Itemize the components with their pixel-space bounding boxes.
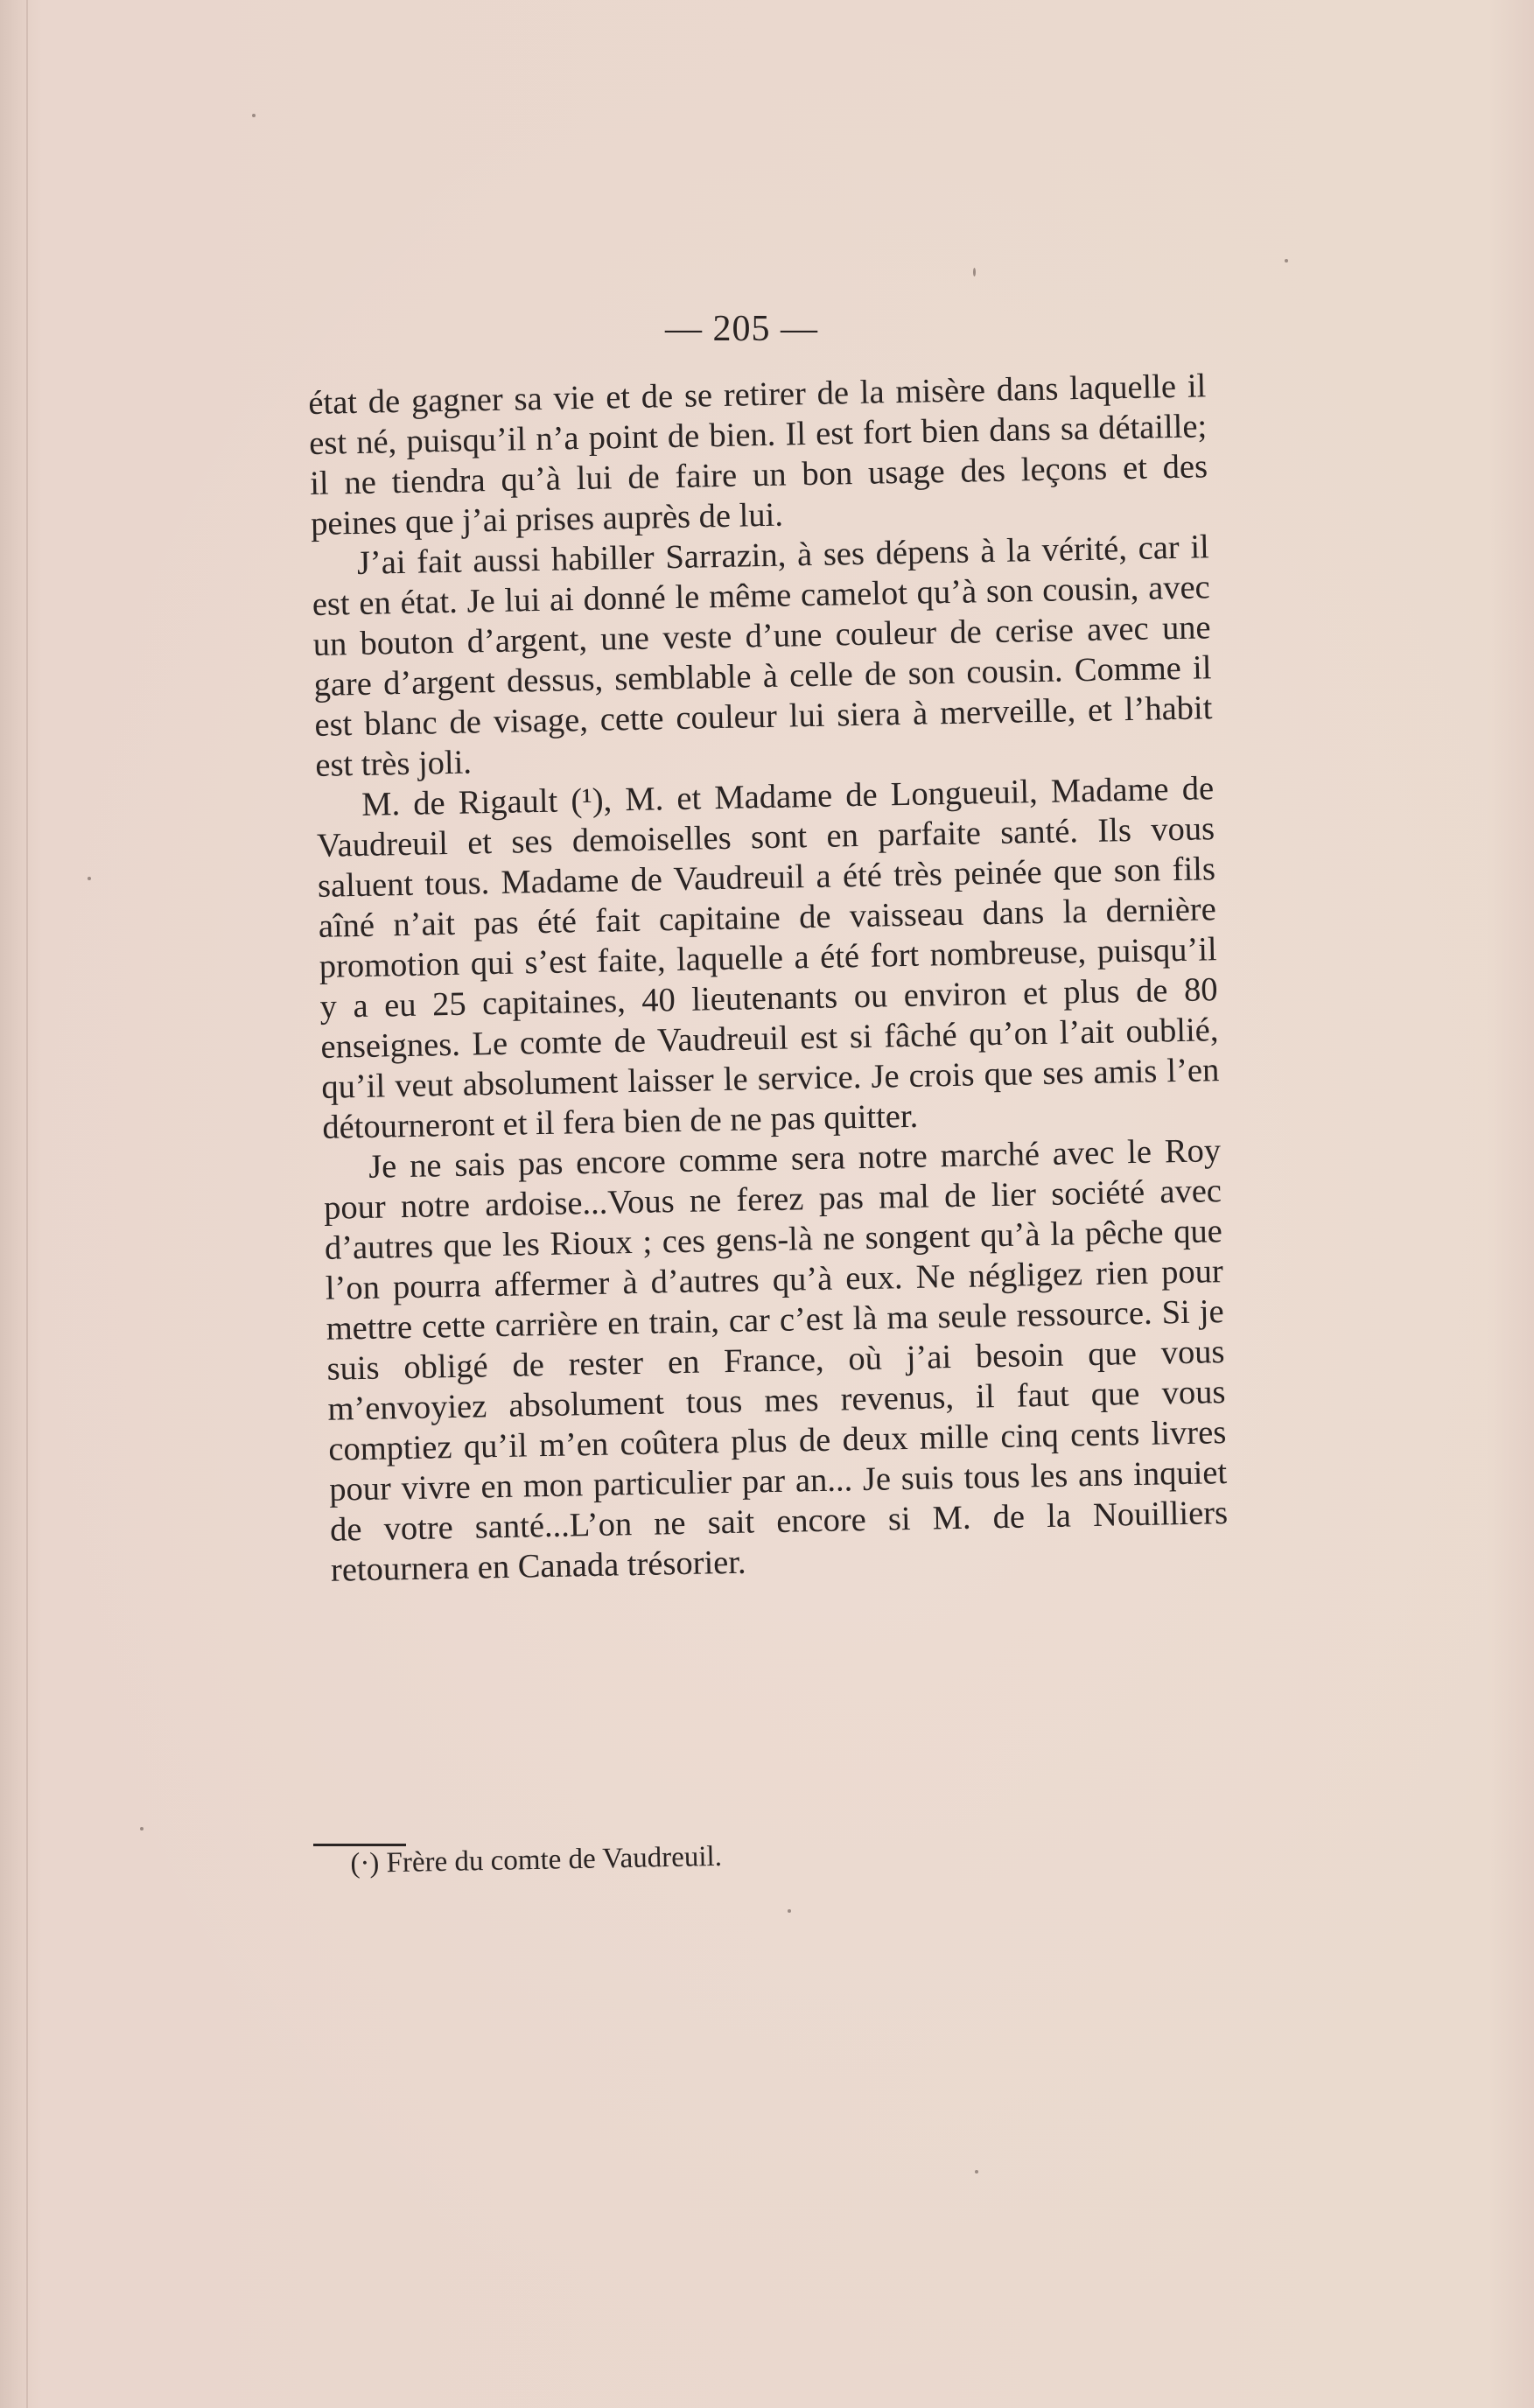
- paragraph-4: Je ne sais pas encore comme sera notre marché avec le Roy pour notre ardoise...Vous ne ferez pas mal de lier société avec d’autres que les Rioux ; ces gens-là ne songent qu’à la pêche que l’on pourra affermer à d’autres qu’à eux. Ne négligez rien pour mettre cette carrière en train, car c’est là ma seule ressource. Si je suis obligé de rester en France, où j’ai besoin que vous m’envoyiez absolument tous mes revenus, il faut que vous comptiez qu’il m’en coûtera plus de deux mille cinq cents livres pour vivre en mon particulier par an... Je suis tous les ans inquiet de votre santé...L’on ne sait encore si M. de la Nouilliers retournera en Canada trésorier.: [323, 1132, 1229, 1589]
- paper-speck: [973, 268, 976, 276]
- body-text: [308, 366, 1229, 1590]
- footnote: (·) Frère du comte de Vaudreuil.: [350, 1840, 723, 1880]
- paragraph-3: M. de Rigault (¹), M. et Madame de Longueuil, Madame de Vaudreuil et ses demoiselles sont en parfaite santé. Ils vous saluent tous. Madame de Vaudreuil a été très peinée que son fils aîné n’ait pas été fait capitaine de vaisseau dans la dernière promotion qui s’est faite, laquelle a été fort nombreuse, puisqu’il y a eu 25 capitaines, 40 lieutenants ou environ et plus de 80 enseignes. Le comte de Vaudreuil est si fâché qu’on l’ait oublié, qu’il veut absolument laisser le service. Je crois que ses amis l’en détourneront et il fera bien de ne pas quitter.: [316, 770, 1220, 1146]
- paper-speck: [140, 1827, 144, 1830]
- paper-speck: [788, 1909, 791, 1913]
- paragraph-1: état de gagner sa vie et de se retirer de la misère dans laquelle il est né, puisqu’il n’a point de bien. Il est fort bien dans sa détaille; il ne tiendra qu’à lui de faire un bon usage des leçons et des peines que j’ai prises auprès de lui.: [308, 368, 1208, 542]
- page-number: — 205 —: [665, 309, 818, 349]
- paragraph-2: J’ai fait aussi habiller Sarrazin, à ses dépens à la vérité, car il est en état. Je lui ai donné le même camelot qu’à son cousin, avec un bouton d’argent, une veste d’une couleur de cerise avec une gare d’argent dessus, semblable à celle de son cousin. Comme il est blanc de visage, cette couleur lui siera à merveille, et l’habit est très joli.: [312, 528, 1213, 784]
- paper-speck: [1285, 259, 1288, 262]
- paper-speck: [88, 877, 91, 880]
- paper-speck: [975, 2170, 978, 2174]
- page-gutter: [26, 0, 28, 2408]
- paper-speck: [252, 114, 256, 117]
